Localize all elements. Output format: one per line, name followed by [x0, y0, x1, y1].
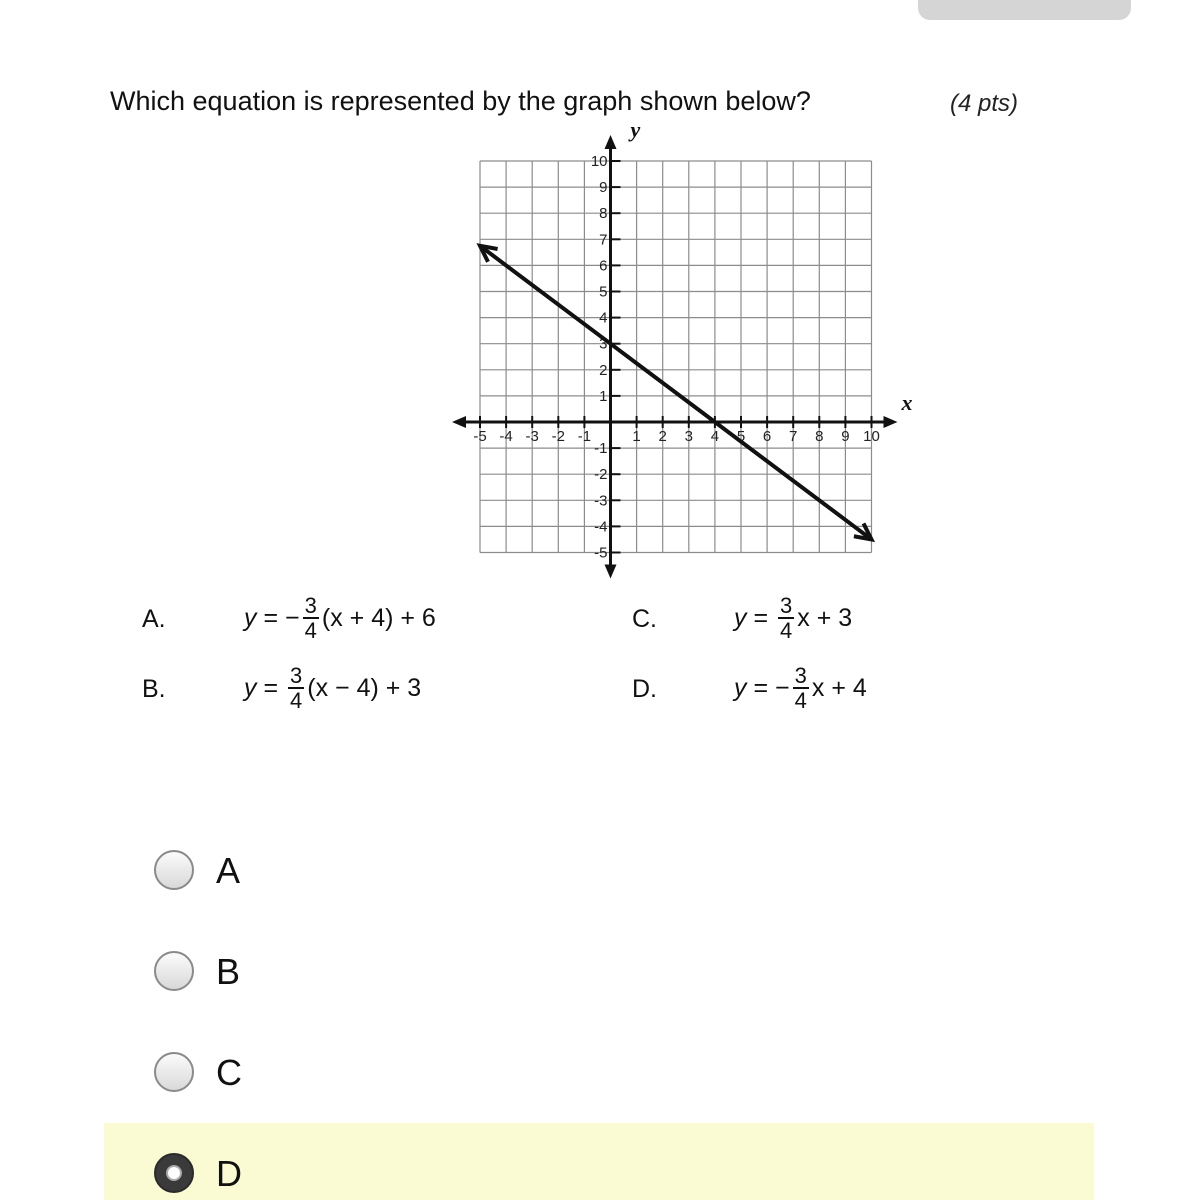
radio-a[interactable]	[154, 850, 194, 890]
y-axis-label: y	[630, 117, 641, 142]
option-a-letter: A.	[142, 605, 166, 633]
x-tick-label: 9	[841, 428, 850, 445]
x-tick-label: 3	[684, 428, 693, 445]
fraction: $\frac{3}{4}$	[794, 663, 807, 714]
x-tick-label: -3	[525, 428, 539, 445]
answer-choice-c[interactable]	[104, 1022, 1094, 1122]
y-tick-label: 8	[599, 205, 608, 223]
option-d-letter: D.	[632, 675, 657, 703]
graph-line-series	[480, 246, 872, 540]
y-tick-label: 10	[590, 153, 608, 170]
choice-label-d: D	[216, 1153, 242, 1194]
choice-label-b: B	[216, 951, 241, 992]
y-tick-label: -5	[594, 544, 608, 562]
option-b-letter: B.	[142, 675, 166, 703]
question-text: Which equation is represented by the graph shown below?	[110, 86, 811, 116]
x-tick-label: 7	[789, 428, 798, 445]
choice-label-a: A	[216, 850, 241, 891]
answer-choice-b[interactable]	[104, 921, 1094, 1021]
y-tick-label: 4	[599, 309, 608, 327]
eq-lhs: y	[734, 673, 747, 702]
answer-choice-a[interactable]	[104, 820, 1094, 920]
y-tick-label: -1	[594, 440, 608, 458]
graph-axes	[452, 135, 898, 579]
x-axis-arrow-left	[452, 416, 466, 428]
fraction: $\frac{3}{4}$	[304, 593, 317, 644]
option-d-equation: y = − $\frac{3}{4}$ x + 4	[734, 663, 867, 714]
x-tick-label: 6	[762, 428, 772, 445]
y-tick-label: 6	[599, 257, 608, 275]
eq-lhs: y	[734, 603, 747, 632]
y-axis-arrow-up	[605, 135, 617, 149]
radio-d[interactable]	[154, 1153, 194, 1193]
option-b-equation: y = $\frac{3}{4}$ (x − 4) + 3	[244, 663, 422, 714]
y-tick-label: 5	[599, 283, 608, 301]
y-tick-label: 9	[599, 179, 608, 197]
radio-b[interactable]	[154, 951, 194, 991]
fraction: $\frac{3}{4}$	[780, 593, 793, 644]
x-tick-label: 10	[863, 428, 880, 445]
x-axis-arrow-right	[884, 416, 898, 428]
x-tick-label: -1	[577, 428, 592, 445]
x-axis-label: x	[901, 390, 913, 415]
option-a-equation: y = − $\frac{3}{4}$ (x + 4) + 6	[244, 593, 436, 644]
radio-c[interactable]	[154, 1052, 194, 1092]
option-c-equation: y = $\frac{3}{4}$ x + 3	[734, 593, 853, 644]
eq-lhs: y	[244, 673, 257, 702]
y-tick-label: 1	[599, 387, 608, 405]
graph-tick-labels	[473, 117, 912, 562]
x-tick-label: 2	[658, 428, 667, 445]
x-tick-label: -4	[499, 428, 513, 445]
fraction: $\frac{3}{4}$	[290, 663, 303, 714]
x-tick-label: 1	[632, 428, 641, 445]
y-tick-label: -4	[594, 518, 608, 536]
x-tick-label: 5	[736, 428, 746, 445]
line-series	[480, 246, 872, 540]
y-tick-label: 2	[599, 361, 608, 379]
answer-choice-d[interactable]	[104, 1123, 1094, 1200]
y-axis-arrow-down	[605, 565, 617, 579]
y-tick-label: 7	[599, 231, 608, 249]
y-tick-label: -2	[594, 466, 608, 484]
question-points: (4 pts)	[950, 90, 1019, 117]
y-tick-label: -3	[594, 492, 608, 510]
choice-label-c: C	[216, 1052, 242, 1093]
y-tick-label: 3	[599, 335, 608, 353]
x-tick-label: -2	[551, 428, 565, 445]
eq-lhs: y	[244, 603, 257, 632]
x-tick-label: -5	[473, 428, 487, 445]
x-tick-label: 8	[815, 428, 824, 445]
x-tick-label: 4	[710, 428, 720, 445]
option-c-letter: C.	[632, 605, 657, 633]
